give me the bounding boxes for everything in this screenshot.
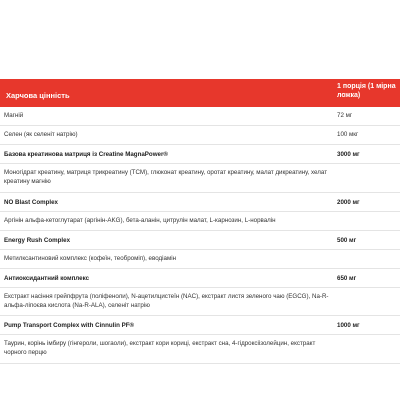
row-name: Energy Rush Complex (4, 237, 71, 244)
table-row (0, 231, 400, 250)
row-name: Таурин, корінь імбиру (гінгероли, шогаоли), екстракт кори кориці, екстракт сна, 4-гідроксіізолейцин, екстракт чорного перцю (4, 340, 316, 356)
row-name: NO Blast Complex (4, 199, 58, 206)
table-body (0, 107, 400, 364)
row-name: Селен (як селеніт натрію) (4, 131, 78, 138)
row-name: Метилксантиновий комплекс (кофеїн, теоброміп), еводіамін (4, 255, 176, 262)
row-name: Магній (4, 112, 24, 119)
row-name: Екстракт насіння грейпфрута (поліфеноли), N-ацетилцистеїн (NAC), екстракт листя зеленого чаю (EGCG), Na-R-альфа-ліпоєва кислота (Na-R-ALA), селеніт натрію (4, 293, 329, 309)
table-row (0, 269, 400, 288)
row-name: Антиоксидантний комплекс (4, 275, 90, 282)
row-amount (337, 212, 400, 230)
row-amount: 500 мг (337, 237, 357, 244)
row-name: Аргінін альфа-кетоглутарат (аргінін-AKG), бета-аланін, цитрулін малат, L-карнозин, L-норвалін (4, 217, 276, 224)
row-amount: 1000 мг (337, 322, 360, 329)
table-row (0, 212, 400, 231)
row-amount: 3000 мг (337, 151, 360, 158)
table-row (0, 316, 400, 335)
row-amount: 100 мкг (337, 131, 359, 138)
row-amount (337, 335, 400, 363)
table-header (0, 79, 400, 107)
table-row (0, 107, 400, 126)
row-amount: 2000 мг (337, 199, 360, 206)
row-amount (337, 164, 400, 192)
table-row (0, 145, 400, 164)
table-row (0, 288, 400, 316)
header-serving: 1 порція (1 мірна ложка) (337, 83, 396, 99)
table-row (0, 335, 400, 364)
row-amount: 72 мг (337, 112, 353, 119)
row-name: Pump Transport Complex with Cinnulin PF® (4, 322, 135, 329)
nutrition-table (0, 79, 400, 364)
table-row (0, 164, 400, 193)
row-amount (337, 250, 400, 268)
row-amount: 650 мг (337, 275, 357, 282)
row-name: Базова креатинова матриця із Creatine MagnaPower® (4, 151, 168, 158)
row-name: Моногідрат креатину, матриця трикреатину (TCM), глюконат креатину, оротат креатину, малат дикреатину, хелат креатину магнію (4, 169, 328, 185)
table-row (0, 193, 400, 212)
table-row (0, 126, 400, 145)
header-title: Харчова цінність (6, 91, 70, 100)
row-amount (337, 288, 400, 315)
table-row (0, 250, 400, 269)
